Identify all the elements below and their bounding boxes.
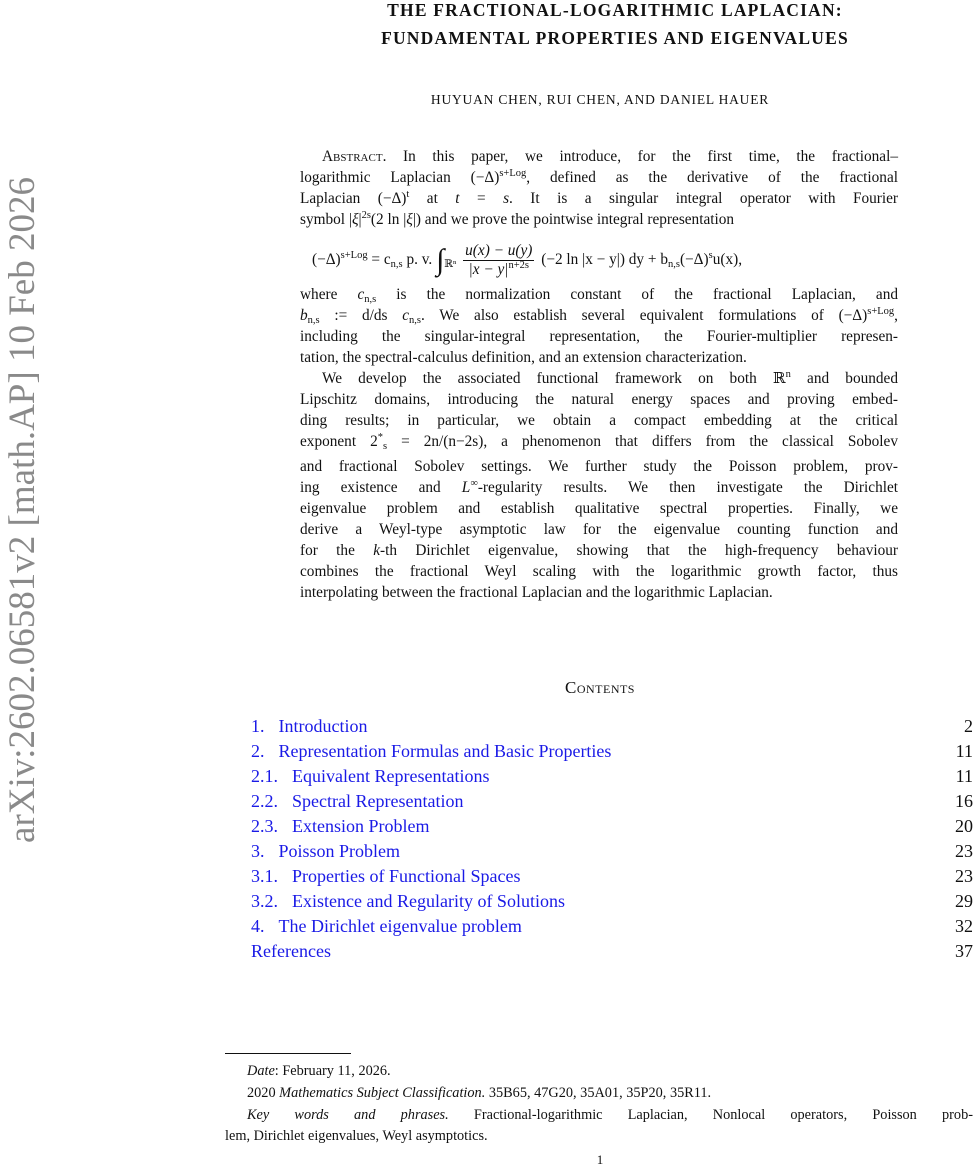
- abstract-text: . We also establish several equivalent formulations of (−Δ): [421, 307, 868, 324]
- formula-text: u(x),: [712, 251, 743, 269]
- abstract-line: [300, 432, 898, 452]
- abstract-text: b: [300, 307, 308, 324]
- abstract-line: [300, 189, 898, 209]
- formula-text: n,s: [390, 259, 403, 271]
- abstract-text: n,s: [307, 315, 320, 326]
- toc-entry[interactable]: [251, 764, 973, 788]
- abstract-text: -th Dirichlet eigenvalue, showing that the high-frequency behaviour: [380, 542, 898, 559]
- abstract-text: . In this paper, we introduce, for the first time, the fractional–: [382, 148, 898, 165]
- formula-numerator: u(x) − u(y): [465, 242, 533, 259]
- abstract-line: [300, 478, 898, 498]
- abstract-text: ing existence and: [300, 479, 462, 496]
- toc-number[interactable]: 2.2.: [251, 791, 278, 811]
- formula-text: s+Log: [340, 250, 368, 262]
- toc-page-number: 16: [955, 791, 973, 811]
- toc-link[interactable]: [251, 816, 430, 836]
- abstract-text: , defined as the derivative of the fractional: [526, 169, 898, 186]
- abstract-text: c: [357, 286, 365, 303]
- abstract-text: = 2n/(n−2s), a phenomenon that differs from the classical Sobolev: [387, 433, 898, 450]
- formula-text: n,s: [667, 259, 680, 271]
- abstract-text: n: [785, 369, 791, 380]
- toc-page-number: 32: [955, 916, 973, 936]
- footnote-label: Date: [247, 1063, 275, 1079]
- toc-title[interactable]: Poisson Problem: [278, 841, 401, 861]
- toc-page-number: 11: [955, 766, 973, 786]
- abstract-text: t: [406, 189, 410, 200]
- contents-heading: Contents: [564, 678, 635, 697]
- abstract-text: := d/ds: [319, 307, 403, 324]
- abstract-text: derive a Weyl-type asymptotic law for the eigenvalue counting function and: [300, 521, 898, 538]
- toc-link[interactable]: [251, 941, 331, 961]
- abstract-text: ∞: [470, 478, 478, 489]
- abstract-text: ding results; in particular, we obtain a compact embedding at the critical: [300, 412, 898, 429]
- footnote-keywords: [247, 1105, 973, 1125]
- abstract-text: k: [373, 542, 381, 559]
- footnote-value: 2020: [247, 1085, 280, 1101]
- toc-entry[interactable]: [251, 914, 973, 938]
- abstract-line: [300, 306, 898, 326]
- abstract-text: logarithmic Laplacian (−Δ): [300, 169, 500, 186]
- toc-entry[interactable]: [251, 789, 973, 813]
- abstract-text: s: [382, 441, 388, 452]
- toc-entry[interactable]: [251, 889, 973, 913]
- abstract-text: for the: [300, 542, 374, 559]
- toc-entry[interactable]: [251, 714, 973, 738]
- footnote-label: Key words and phrases.: [247, 1107, 449, 1123]
- toc-page-number: 20: [955, 816, 973, 836]
- abstract-text: and fractional Sobolev settings. We further study the Poisson problem, prov-: [300, 458, 898, 475]
- toc-link[interactable]: [251, 716, 367, 736]
- abstract-text: n,s: [409, 315, 421, 326]
- toc-link[interactable]: [251, 791, 463, 811]
- abstract-line: [300, 499, 898, 519]
- abstract-text: including the singular-integral representation, the Fourier-multiplier represen-: [300, 328, 898, 345]
- abstract-text: n,s: [364, 294, 377, 305]
- arxiv-identifier-stamp: arXiv:2602.06581v2 [math.AP] 10 Feb 2026: [2, 177, 43, 843]
- toc-entry[interactable]: [251, 939, 973, 963]
- abstract-text: exponent 2: [300, 433, 378, 450]
- toc-title[interactable]: The Dirichlet eigenvalue problem: [278, 916, 522, 936]
- toc-entry[interactable]: [251, 739, 973, 763]
- toc-link[interactable]: [251, 741, 611, 761]
- formula-text: = c: [367, 251, 391, 269]
- abstract-line: [300, 348, 898, 368]
- abstract-text: |) and we prove the pointwise integral representation: [412, 211, 735, 228]
- formula-text: (−Δ): [312, 251, 341, 269]
- abstract-text: |: [358, 211, 362, 228]
- formula-text: s: [708, 250, 713, 262]
- formula-text: (−Δ): [679, 251, 709, 269]
- abstract-text: symbol |: [300, 211, 352, 228]
- toc-entry[interactable]: [251, 814, 973, 838]
- toc-link[interactable]: [251, 891, 565, 911]
- toc-title[interactable]: Extension Problem: [292, 816, 430, 836]
- footnote-label: Mathematics Subject Classification.: [279, 1085, 486, 1101]
- authors: HUYUAN CHEN, RUI CHEN, AND DANIEL HAUER: [430, 92, 770, 107]
- abstract-text: s: [503, 190, 510, 207]
- footnote-value: 35B65, 47G20, 35A01, 35P20, 35R11.: [485, 1085, 712, 1101]
- abstract-text: eigenvalue problem and establish qualitative spectral properties. Finally, we: [300, 500, 898, 517]
- abstract-text: tation, the spectral-calculus definition, and an extension characterization.: [300, 349, 747, 366]
- toc-title[interactable]: Equivalent Representations: [292, 766, 490, 786]
- abstract-line: [300, 562, 898, 582]
- toc-title[interactable]: Introduction: [278, 716, 368, 736]
- abstract-text: s+Log: [867, 306, 895, 317]
- formula-denominator: |x − y|: [468, 261, 509, 278]
- paper-title-line-1: THE FRACTIONAL-LOGARITHMIC LAPLACIAN:: [387, 0, 843, 20]
- toc-number[interactable]: 2.1.: [251, 766, 278, 786]
- toc-number[interactable]: 2.3.: [251, 816, 278, 836]
- abstract-text: and bounded: [790, 370, 898, 387]
- abstract-line: [322, 147, 898, 167]
- formula-text: n+2s: [508, 260, 530, 271]
- page-number: 1: [596, 1152, 604, 1167]
- toc-title[interactable]: Properties of Functional Spaces: [292, 866, 521, 886]
- abstract-line: [300, 168, 898, 188]
- toc-title[interactable]: References: [251, 941, 331, 961]
- abstract-text: 2s: [361, 210, 371, 221]
- footnote-date: [247, 1061, 973, 1081]
- abstract-line: [300, 520, 898, 540]
- footnote-msc: [247, 1083, 973, 1103]
- formula-text: (−2 ln |x − y|) dy + b: [541, 251, 668, 269]
- abstract-text: -regularity results. We then investigate the Dirichlet: [477, 479, 899, 496]
- abstract-line: [300, 457, 898, 477]
- toc-title[interactable]: Spectral Representation: [292, 791, 464, 811]
- toc-title[interactable]: Existence and Regularity of Solutions: [292, 891, 565, 911]
- abstract-text: ξ: [406, 211, 413, 228]
- toc-page-number: 23: [955, 866, 973, 886]
- abstract-text: . It is a singular integral operator with Fourier: [509, 190, 898, 207]
- abstract-text: c: [402, 307, 410, 324]
- toc-number[interactable]: 2.: [251, 741, 265, 761]
- toc-number[interactable]: 4.: [251, 916, 265, 936]
- abstract-text: *: [377, 432, 383, 443]
- integral-sign: ∫: [436, 243, 445, 277]
- abstract-line: [322, 369, 898, 389]
- toc-number[interactable]: 3.: [251, 841, 265, 861]
- toc-link[interactable]: [251, 766, 489, 786]
- abstract-text: is the normalization constant of the fractional Laplacian, and: [376, 286, 898, 303]
- toc-link[interactable]: [251, 916, 522, 936]
- toc-page-number: 11: [955, 741, 973, 761]
- abstract-line: [300, 583, 898, 603]
- abstract-text: combines the fractional Weyl scaling with the logarithmic growth factor, thus: [300, 563, 898, 580]
- abstract-text: Lipschitz domains, introducing the natural energy spaces and proving embed-: [300, 391, 898, 408]
- toc-entry[interactable]: [251, 839, 973, 863]
- toc-number[interactable]: 1.: [251, 716, 265, 736]
- formula-text: p. v.: [402, 251, 433, 269]
- toc-page-number: 23: [955, 841, 973, 861]
- toc-number[interactable]: 3.2.: [251, 891, 278, 911]
- abstract-text: ,: [894, 307, 898, 324]
- abstract-text: Laplacian (−Δ): [300, 190, 407, 207]
- footnote-keywords-cont: lem, Dirichlet eigenvalues, Weyl asymptotics.: [225, 1128, 488, 1144]
- abstract-text: at: [409, 190, 456, 207]
- abstract-text: ξ: [351, 211, 359, 228]
- toc-link[interactable]: [251, 866, 520, 886]
- abstract-text: We develop the associated functional framework on both ℝ: [322, 370, 786, 387]
- abstract-text: s+Log: [499, 168, 527, 179]
- footnote-value: Fractional-logarithmic Laplacian, Nonlocal operators, Poisson prob-: [448, 1107, 973, 1123]
- toc-page-number: 29: [955, 891, 973, 911]
- toc-number[interactable]: 3.1.: [251, 866, 278, 886]
- abstract-line: [300, 390, 898, 410]
- abstract-line: [300, 210, 898, 230]
- abstract-line: [300, 285, 898, 305]
- abstract-text: Abstract: [322, 148, 383, 165]
- toc-title[interactable]: Representation Formulas and Basic Properties: [278, 741, 612, 761]
- footnote-rule: [225, 1053, 351, 1054]
- formula-text: ℝⁿ: [444, 259, 457, 271]
- abstract-text: =: [459, 190, 504, 207]
- abstract-text: interpolating between the fractional Laplacian and the logarithmic Laplacian.: [300, 584, 773, 601]
- abstract-text: L: [461, 479, 471, 496]
- abstract-text: where: [300, 286, 358, 303]
- footnote-value: : February 11, 2026.: [274, 1063, 391, 1079]
- abstract-line: [300, 411, 898, 431]
- toc-page-number: 2: [964, 716, 973, 736]
- paper-title-line-2: FUNDAMENTAL PROPERTIES AND EIGENVALUES: [381, 28, 849, 48]
- abstract-text: (2 ln |: [370, 211, 407, 228]
- abstract-line: [300, 541, 898, 561]
- toc-entry[interactable]: [251, 864, 973, 888]
- fraction: [463, 242, 534, 279]
- abstract-text: t: [455, 190, 460, 207]
- toc-link[interactable]: [251, 841, 400, 861]
- integral-representation-formula: [300, 238, 898, 284]
- abstract-line: [300, 327, 898, 347]
- toc-page-number: 37: [955, 941, 973, 961]
